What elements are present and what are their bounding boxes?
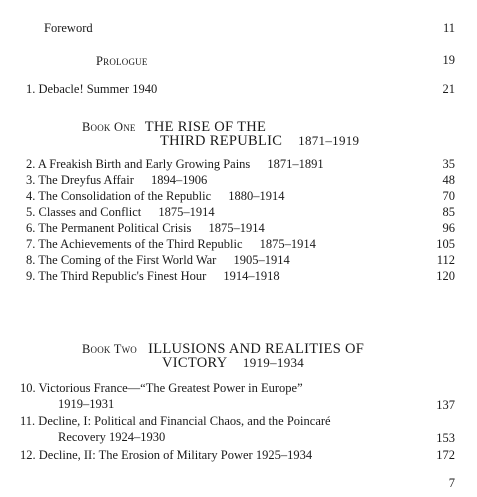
prologue-page: 19 bbox=[442, 53, 455, 67]
chapter-3-page: 48 bbox=[442, 173, 455, 187]
chapter-dates: 1905–1914 bbox=[233, 253, 290, 267]
chapter-title: The Consolidation of the Republic bbox=[38, 189, 212, 203]
chapter-6-page: 96 bbox=[442, 221, 455, 235]
toc-chapter-4 bbox=[26, 189, 285, 203]
chapter-2-page: 35 bbox=[442, 157, 455, 171]
chapter-dates: 1871–1891 bbox=[267, 157, 324, 171]
page-folio: 7 bbox=[448, 476, 455, 490]
chapter-title: Classes and Conflict bbox=[38, 205, 142, 219]
toc-chapter-9 bbox=[26, 269, 280, 283]
chapter-title: A Freakish Birth and Early Growing Pains bbox=[37, 157, 251, 171]
toc-chapter-12 bbox=[20, 448, 312, 462]
chapter-title-line1: Decline, I: Political and Financial Chaos, and the Poincaré bbox=[38, 414, 331, 428]
book-two-label: Book Two bbox=[82, 342, 137, 356]
toc-chapter-1 bbox=[26, 82, 157, 96]
toc-chapter-7 bbox=[26, 237, 316, 251]
book-one-title-line2: THIRD REPUBLIC bbox=[160, 133, 283, 149]
chapter-number: 8. bbox=[26, 253, 36, 267]
book-one-title-line1: THE RISE OF THE bbox=[144, 119, 267, 135]
chapter-1-page: 21 bbox=[442, 82, 455, 96]
chapter-dates: 1880–1914 bbox=[228, 189, 285, 203]
chapter-number: 6. bbox=[26, 221, 36, 235]
chapter-title: The Achievements of the Third Republic bbox=[38, 237, 243, 251]
chapter-title: The Third Republic's Finest Hour bbox=[38, 269, 207, 283]
chapter-dates: 1875–1914 bbox=[208, 221, 265, 235]
chapter-number: 3. bbox=[26, 173, 36, 187]
chapter-title-line1: Decline, II: The Erosion of Military Power 1925–1934 bbox=[38, 448, 313, 462]
book-one-title-line2-row bbox=[160, 133, 359, 149]
foreword-label: Foreword bbox=[44, 21, 93, 35]
chapter-number: 12. bbox=[20, 448, 36, 462]
toc-chapter-10-line2: 1919–1931 bbox=[58, 397, 115, 411]
chapter-7-page: 105 bbox=[436, 237, 455, 251]
chapter-title: The Permanent Political Crisis bbox=[38, 221, 192, 235]
chapter-number: 5. bbox=[26, 205, 36, 219]
chapter-title: The Dreyfus Affair bbox=[38, 173, 134, 187]
chapter-11-page: 153 bbox=[436, 431, 455, 445]
chapter-dates: 1894–1906 bbox=[150, 173, 208, 187]
chapter-dates: 1875–1914 bbox=[259, 237, 316, 251]
book-two-title-line1: ILLUSIONS AND REALITIES OF bbox=[148, 341, 365, 357]
toc-foreword bbox=[44, 21, 93, 35]
toc-chapter-5 bbox=[26, 205, 215, 219]
toc-chapter-6 bbox=[26, 221, 265, 235]
chapter-title-line1: Victorious France—“The Greatest Power in Europe” bbox=[38, 381, 303, 395]
toc-chapter-11-line2: Recovery 1924–1930 bbox=[58, 430, 166, 444]
chapter-8-page: 112 bbox=[436, 253, 455, 267]
chapter-5-page: 85 bbox=[442, 205, 455, 219]
chapter-12-page: 172 bbox=[436, 448, 455, 462]
book-one-dates: 1871–1919 bbox=[298, 133, 360, 148]
chapter-number: 10. bbox=[20, 381, 36, 395]
toc-chapter-2 bbox=[26, 157, 324, 171]
chapter-number: 11. bbox=[20, 414, 36, 428]
book-one-label: Book One bbox=[82, 120, 136, 134]
chapter-title: Debacle! Summer 1940 bbox=[38, 82, 158, 96]
chapter-dates: 1914–1918 bbox=[223, 269, 280, 283]
book-two-title-line2: VICTORY bbox=[162, 355, 227, 371]
foreword-page: 11 bbox=[442, 21, 455, 35]
chapter-9-page: 120 bbox=[436, 269, 455, 283]
chapter-title: The Coming of the First World War bbox=[38, 253, 217, 267]
chapter-number: 4. bbox=[26, 189, 36, 203]
chapter-number: 7. bbox=[26, 237, 36, 251]
chapter-number: 2. bbox=[26, 157, 36, 171]
chapter-10-page: 137 bbox=[436, 398, 455, 412]
chapter-number: 1. bbox=[26, 82, 36, 96]
book-two-title-line2-row bbox=[162, 355, 304, 371]
toc-chapter-11 bbox=[20, 414, 331, 428]
toc-chapter-3 bbox=[26, 173, 207, 187]
chapter-number: 9. bbox=[26, 269, 36, 283]
toc-chapter-8 bbox=[26, 253, 290, 267]
chapter-4-page: 70 bbox=[442, 189, 455, 203]
chapter-dates: 1875–1914 bbox=[158, 205, 215, 219]
toc-prologue: Prologue bbox=[96, 54, 148, 68]
book-two-dates: 1919–1934 bbox=[242, 355, 305, 370]
toc-chapter-10 bbox=[20, 381, 303, 395]
